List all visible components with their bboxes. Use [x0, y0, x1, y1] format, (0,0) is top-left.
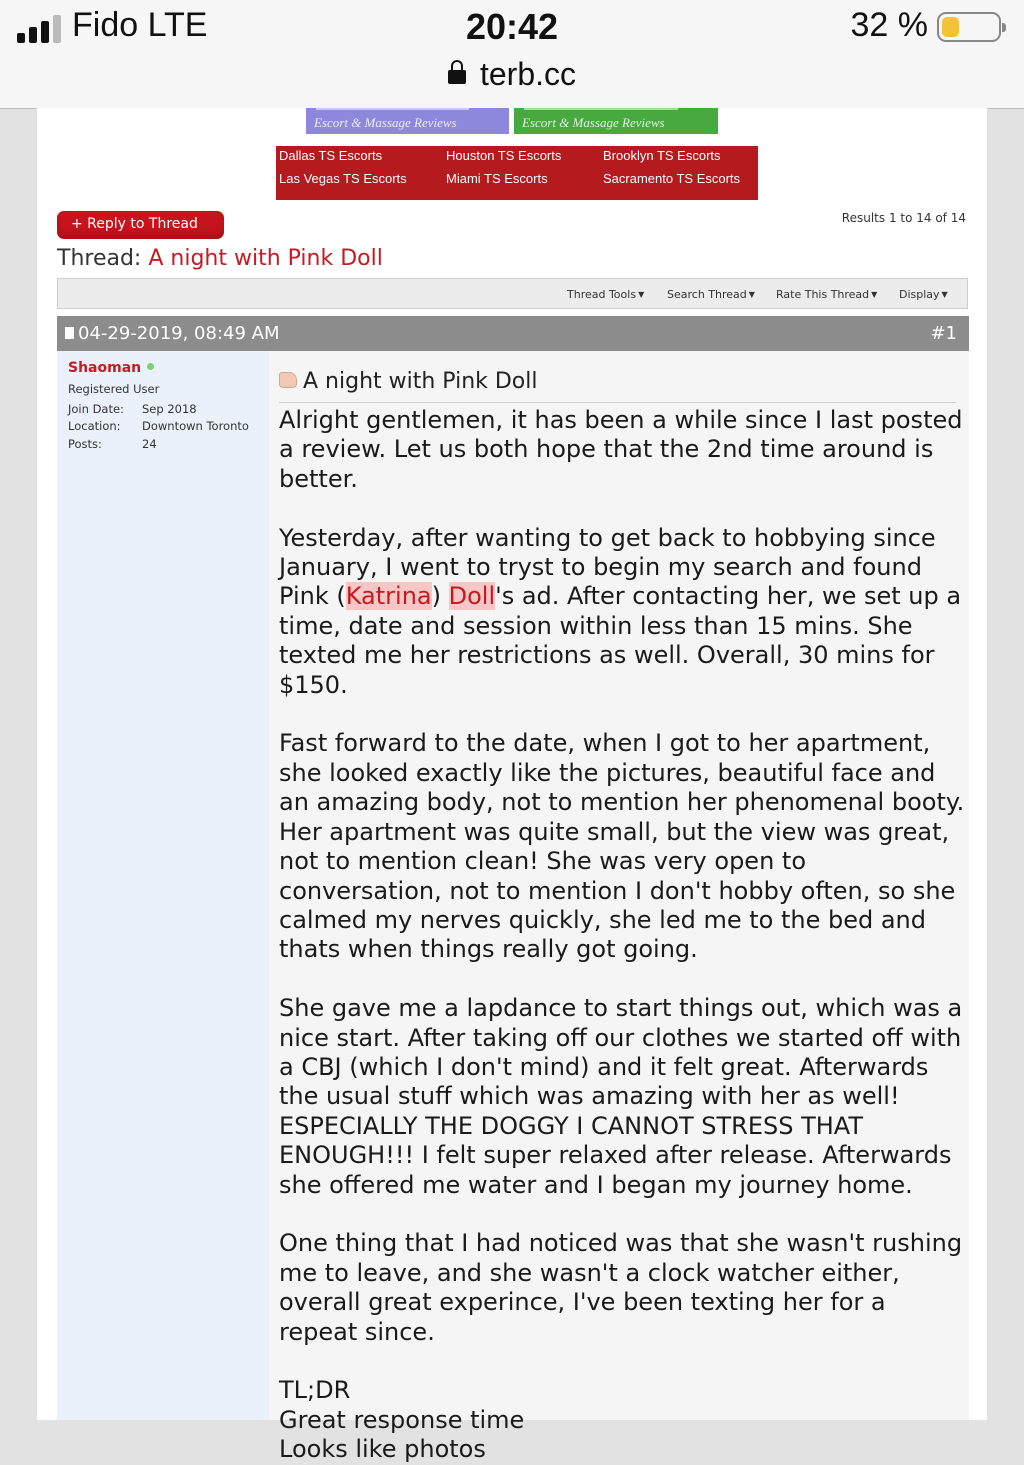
post-paragraph: She gave me a lapdance to start things out, which was a nice start. After taking off our clothes we started off with a CBJ (which I don't mind) and it felt great. Afterwards the usual stuff which was amazing with her as well! ESPECIALLY THE DOGGY I CANNOT STRESS THAT ENOUGH!!! I felt super relaxed after release. Afterwards she offered me water and I began my journey home. — [279, 994, 963, 1199]
post-text-fragment: ) — [431, 582, 449, 611]
chevron-down-icon: ▼ — [748, 290, 755, 299]
post-icon — [65, 327, 74, 339]
chevron-down-icon: ▼ — [871, 290, 878, 299]
display-menu[interactable] — [899, 288, 948, 301]
rate-thread-label: Rate This Thread — [776, 288, 870, 301]
post-text-fragment: Yesterday, after wanting to get back to hobbying since January, I went to tryst to begin my search and found Pink ( — [279, 523, 936, 611]
post-paragraph: One thing that I had noticed was that she wasn't rushing me to leave, and she wasn't a clock watcher either, overall great experince, I've been texting her for a repeat since. — [279, 1229, 963, 1346]
username-link[interactable] — [68, 360, 154, 376]
join-date-value: Sep 2018 — [142, 402, 197, 416]
post-paragraph: Alright gentlemen, it has been a while since I last posted a review. Let us both hope that the 2nd time around is better. — [279, 406, 963, 493]
location-label: Location: — [68, 419, 121, 433]
join-date-label: Join Date: — [68, 402, 124, 416]
search-thread-label: Search Thread — [667, 288, 747, 301]
online-status-icon — [147, 363, 154, 370]
post-paragraph — [279, 524, 961, 699]
banner-left[interactable] — [306, 108, 509, 134]
url-text: terb.cc — [479, 56, 577, 92]
reply-to-thread-button[interactable]: + Reply to Thread — [57, 211, 224, 239]
post-header — [57, 316, 969, 351]
battery-icon — [937, 12, 1001, 42]
post-title — [279, 369, 956, 403]
post-date-text: 04-29-2019, 08:49 AM — [78, 323, 280, 344]
highlighted-term[interactable]: Doll — [448, 582, 496, 611]
post-date — [65, 323, 280, 344]
posts-row — [68, 437, 268, 451]
clock: 20:42 — [465, 6, 559, 47]
post-number-link[interactable]: #1 — [930, 323, 957, 344]
highlighted-term[interactable]: Katrina — [345, 582, 432, 611]
join-date-row — [68, 402, 268, 416]
carrier-label: Fido LTE — [72, 6, 208, 44]
city-link[interactable]: Brooklyn TS Escorts — [603, 148, 721, 163]
rate-thread-menu[interactable] — [776, 288, 877, 301]
tldr-item: Great response time — [279, 1405, 525, 1434]
battery-fill — [942, 17, 959, 37]
thread-label: Thread: — [57, 246, 149, 271]
banner-right-caption: Escort & Massage Reviews — [522, 115, 665, 130]
banner-left-caption: Escort & Massage Reviews — [314, 115, 457, 130]
tldr-item: Looks like photos — [279, 1435, 486, 1464]
thread-title-link[interactable]: A night with Pink Doll — [148, 246, 383, 271]
thread-tools-menu[interactable] — [567, 288, 644, 301]
lock-icon — [448, 70, 466, 84]
address-bar[interactable] — [0, 56, 1024, 93]
results-count: Results 1 to 14 of 14 — [841, 211, 966, 225]
chevron-down-icon: ▼ — [941, 290, 948, 299]
post-text — [279, 406, 965, 1465]
city-link[interactable]: Las Vegas TS Escorts — [279, 171, 407, 186]
location-value: Downtown Toronto — [142, 419, 249, 433]
battery-percent: 32 % — [850, 6, 928, 44]
post-paragraph: Fast forward to the date, when I got to her apartment, she looked exactly like the pictures, beautiful face and an amazing body, not to mention her phenomenal booty. Her apartment was quite small, but the view was great, not to mention clean! She was very open to conversation, not to mention I don't hobby often, so she calmed my nerves quickly, she led me to the bed and thats when things really got going. — [279, 729, 965, 964]
thread-toolbar — [57, 278, 968, 309]
hand-icon — [279, 372, 297, 388]
post-text-fragment: 's ad. After contacting her, we set up a time, date and session within less than 15 mins. She texted me her restrictions as well. Overall, 30 mins for $150. — [279, 582, 962, 699]
page-content — [37, 108, 987, 1464]
display-label: Display — [899, 288, 940, 301]
username-text: Shaoman — [68, 360, 142, 376]
status-bar — [0, 0, 1024, 109]
city-link[interactable]: Sacramento TS Escorts — [603, 171, 741, 186]
search-thread-menu[interactable] — [667, 288, 755, 301]
city-link[interactable]: Miami TS Escorts — [446, 171, 548, 186]
posts-value: 24 — [142, 437, 157, 451]
thread-tools-label: Thread Tools — [567, 288, 637, 301]
city-links-box — [276, 146, 758, 200]
location-row — [68, 419, 268, 433]
user-info-panel — [57, 351, 269, 1420]
city-link[interactable]: Houston TS Escorts — [446, 148, 562, 163]
user-title: Registered User — [68, 382, 160, 396]
chevron-down-icon: ▼ — [638, 290, 645, 299]
page-title — [57, 246, 383, 271]
tldr-heading: TL;DR — [279, 1376, 351, 1405]
banner-right[interactable] — [514, 108, 718, 134]
posts-label: Posts: — [68, 437, 102, 451]
post-title-text: A night with Pink Doll — [303, 369, 538, 394]
post-body — [269, 351, 969, 1464]
city-link[interactable]: Dallas TS Escorts — [279, 148, 383, 163]
